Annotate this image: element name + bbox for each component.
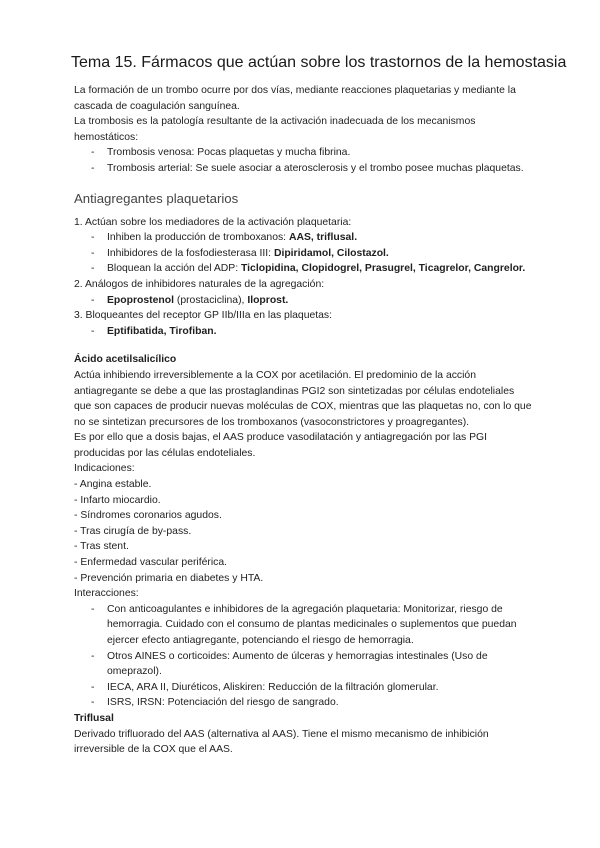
page-title: Tema 15. Fármacos que actúan sobre los trastornos de la hemostasia <box>71 54 567 71</box>
list-item <box>74 230 534 246</box>
list-item: - ISRS, IRSN: Potenciación del riesgo de sangrado. <box>74 695 534 711</box>
item-text: Bloquean la acción del ADP: <box>107 263 242 275</box>
list-item: - Otros AINES o corticoides: Aumento de úlceras y hemorragias intestinales (Uso de omeprazol). <box>74 649 534 680</box>
group-1-list <box>74 230 534 277</box>
triflusal-heading: Triflusal <box>74 712 114 724</box>
list-item: - Infarto miocardio. <box>74 494 161 506</box>
list-item: - Trombosis arterial: Se suele asociar a aterosclerosis y el trombo posee muchas plaquetas. <box>74 161 534 177</box>
interactions-list <box>74 602 534 711</box>
group-3-heading: 3. Bloqueantes del receptor GP IIb/IIIa en las plaquetas: <box>74 310 333 322</box>
section-heading: Antiagregantes plaquetarios <box>74 190 239 206</box>
aas-heading: Ácido acetilsalicílico <box>74 354 177 366</box>
list-item <box>74 261 534 277</box>
group-3-list <box>74 324 534 340</box>
intro-paragraph-2: La trombosis es la patología resultante de la activación inadecuada de los mecanismos hemostáticos: <box>74 116 476 143</box>
group-2-heading: 2. Análogos de inhibidores naturales de la agregación: <box>74 278 325 290</box>
spacer <box>74 339 534 352</box>
list-item: - Angina estable. <box>74 479 152 491</box>
list-item: - IECA, ARA II, Diuréticos, Aliskiren: Reducción de la filtración glomerular. <box>74 680 534 696</box>
list-item: - Tras cirugía de by-pass. <box>74 525 192 537</box>
drug-names: Dipiridamol, Cilostazol. <box>273 247 389 259</box>
intro-paragraph-1: La formación de un trombo ocurre por dos vías, mediante reacciones plaquetarias y mediante la cascada de coagulación sanguínea. <box>74 85 516 112</box>
list-item: - Con anticoagulantes e inhibidores de la agregación plaquetaria: Monitorizar, riesgo de hemorragia. Cuidado con el consumo de plantas medicinales o suplementos que puedan ejercer efecto antiagregante, potenciando el riesgo de hemorragia. <box>74 602 534 649</box>
list-item <box>74 246 534 262</box>
drug-names: Epoprostenol <box>107 294 174 306</box>
indications-list <box>74 477 534 586</box>
list-item: - Síndromes coronarios agudos. <box>74 510 222 522</box>
document-content <box>71 53 567 758</box>
triflusal-paragraph: Derivado trifluorado del AAS (alternativa al AAS). Tiene el mismo mecanismo de inhibición irreversible de la COX que el AAS. <box>74 728 489 756</box>
list-item: - Tras stent. <box>74 541 129 553</box>
drug-names: Eptifibatida, Tirofiban. <box>107 325 217 337</box>
drug-names: Ticlopidina, Clopidogrel, Prasugrel, Ticagrelor, Cangrelor. <box>241 263 526 275</box>
drug-names: AAS, triflusal. <box>288 232 358 244</box>
group-2-list <box>74 293 534 309</box>
interactions-label: Interacciones: <box>74 588 139 600</box>
list-item: - Enfermedad vascular periférica. <box>74 557 228 569</box>
item-text: Inhibidores de la fosfodiesterasa III: <box>107 247 274 259</box>
aas-paragraph-1: Actúa inhibiendo irreversiblemente a la COX por acetilación. El predominio de la acción antiagregante se debe a que las prostaglandinas PGI2 son sintetizadas por células endoteliales que son capaces de producir nuevas moléculas de COX, mientras que las plaquetas no, con lo que no se sintetizan precursores de los tromboxanos (vasoconstrictores y proagregantes). <box>74 369 532 428</box>
item-text: (prostaciclina), <box>173 294 248 306</box>
indications-label: Indicaciones: <box>74 463 135 475</box>
group-1-heading: 1. Actúan sobre los mediadores de la activación plaquetaria: <box>74 216 352 228</box>
list-item <box>74 293 534 309</box>
list-item: - Prevención primaria en diabetes y HTA. <box>74 572 264 584</box>
item-text: Inhiben la producción de tromboxanos: <box>107 232 289 244</box>
drug-names: Iloprost. <box>247 294 289 306</box>
list-item <box>74 324 534 340</box>
thrombosis-list <box>74 145 534 176</box>
aas-paragraph-2: Es por ello que a dosis bajas, el AAS produce vasodilatación y antiagregación por las PGI producidas por las células endoteliales. <box>74 432 487 459</box>
list-item: - Trombosis venosa: Pocas plaquetas y mucha fibrina. <box>74 145 534 161</box>
